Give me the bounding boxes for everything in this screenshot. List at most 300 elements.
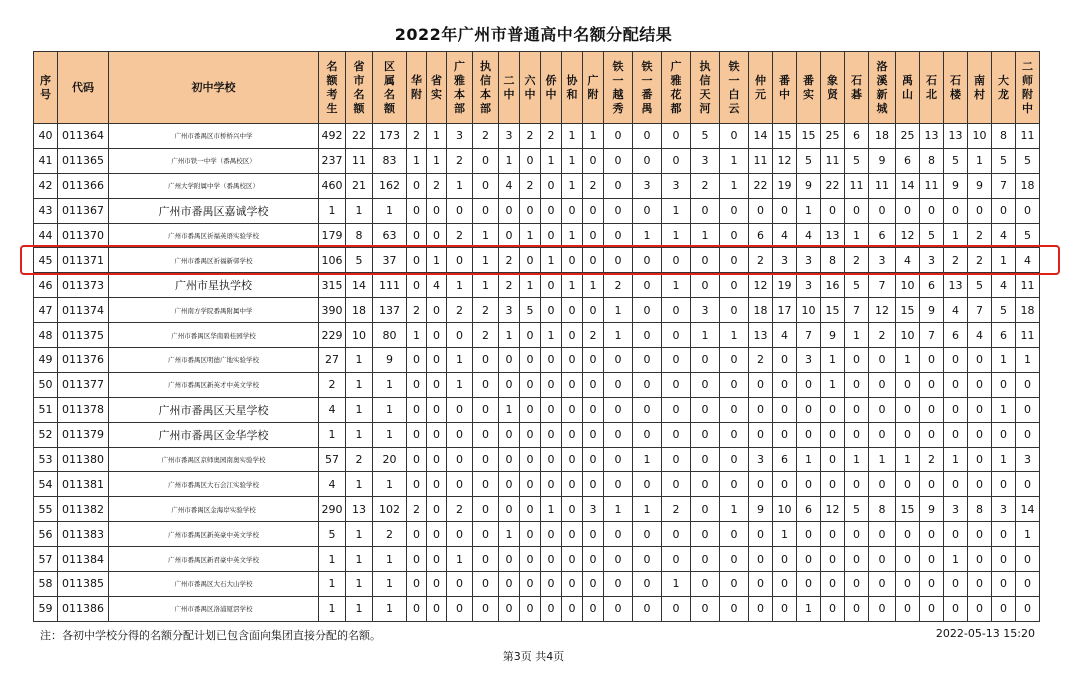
school-name: 广州市番禺区天星学校 <box>109 397 319 422</box>
header-row <box>34 52 1040 124</box>
quota-cell: 0 <box>920 472 944 497</box>
quota-cell: 0 <box>407 522 427 547</box>
school-name: 广州市番禺区嘉诚学校 <box>109 198 319 223</box>
quota-cell: 0 <box>992 372 1016 397</box>
row-seq: 58 <box>34 572 58 597</box>
quota-cell: 80 <box>373 323 407 348</box>
quota-cell: 0 <box>662 522 691 547</box>
quota-cell: 3 <box>499 124 520 149</box>
quota-cell: 1 <box>427 248 447 273</box>
quota-cell: 2 <box>447 148 473 173</box>
quota-cell: 7 <box>968 298 992 323</box>
quota-cell: 1 <box>662 273 691 298</box>
table-row <box>34 124 1040 149</box>
quota-cell: 0 <box>583 248 604 273</box>
quota-cell: 6 <box>749 223 773 248</box>
quota-cell: 0 <box>499 572 520 597</box>
quota-cell: 1 <box>319 547 346 572</box>
quota-cell: 1 <box>373 472 407 497</box>
quota-cell: 0 <box>633 572 662 597</box>
quota-cell: 1 <box>896 447 920 472</box>
quota-cell: 0 <box>720 223 749 248</box>
quota-cell: 1 <box>583 273 604 298</box>
quota-cell: 5 <box>346 248 373 273</box>
quota-cell: 0 <box>541 198 562 223</box>
quota-cell: 0 <box>583 198 604 223</box>
table-row <box>34 223 1040 248</box>
quota-cell: 1 <box>992 348 1016 373</box>
quota-cell: 0 <box>499 447 520 472</box>
quota-cell: 0 <box>473 572 499 597</box>
quota-cell: 0 <box>633 348 662 373</box>
quota-cell: 3 <box>797 348 821 373</box>
column-header: 六中 <box>520 52 541 124</box>
quota-cell: 8 <box>346 223 373 248</box>
quota-cell: 1 <box>845 223 869 248</box>
quota-cell: 8 <box>968 497 992 522</box>
table-row <box>34 472 1040 497</box>
quota-cell: 1 <box>845 447 869 472</box>
quota-cell: 10 <box>968 124 992 149</box>
column-header: 区属名额 <box>373 52 407 124</box>
row-seq: 57 <box>34 547 58 572</box>
quota-cell: 0 <box>869 422 896 447</box>
quota-cell: 0 <box>499 223 520 248</box>
quota-cell: 0 <box>520 572 541 597</box>
quota-cell: 0 <box>691 596 720 621</box>
quota-cell: 0 <box>720 248 749 273</box>
quota-cell: 3 <box>749 447 773 472</box>
quota-cell: 0 <box>720 572 749 597</box>
quota-cell: 2 <box>662 497 691 522</box>
quota-cell: 1 <box>604 323 633 348</box>
quota-cell: 2 <box>920 447 944 472</box>
quota-cell: 0 <box>473 397 499 422</box>
quota-cell: 2 <box>427 173 447 198</box>
quota-cell: 0 <box>473 497 499 522</box>
quota-cell: 2 <box>473 323 499 348</box>
quota-cell: 1 <box>1016 522 1040 547</box>
quota-cell: 0 <box>773 572 797 597</box>
quota-cell: 0 <box>583 522 604 547</box>
quota-cell: 11 <box>1016 323 1040 348</box>
quota-cell: 1 <box>562 173 583 198</box>
quota-cell: 3 <box>797 248 821 273</box>
quota-cell: 0 <box>583 148 604 173</box>
quota-cell: 1 <box>346 348 373 373</box>
quota-cell: 137 <box>373 298 407 323</box>
quota-cell: 0 <box>427 422 447 447</box>
quota-cell: 0 <box>821 472 845 497</box>
quota-cell: 0 <box>821 596 845 621</box>
quota-cell: 1 <box>319 596 346 621</box>
quota-cell: 2 <box>407 124 427 149</box>
quota-cell: 0 <box>473 472 499 497</box>
quota-cell: 9 <box>944 173 968 198</box>
quota-cell: 0 <box>896 372 920 397</box>
quota-cell: 4 <box>773 323 797 348</box>
quota-cell: 1 <box>1016 348 1040 373</box>
quota-cell: 1 <box>541 497 562 522</box>
quota-cell: 63 <box>373 223 407 248</box>
quota-cell: 0 <box>797 397 821 422</box>
quota-cell: 10 <box>346 323 373 348</box>
quota-cell: 5 <box>968 273 992 298</box>
quota-cell: 0 <box>720 547 749 572</box>
quota-cell: 0 <box>968 547 992 572</box>
table-row <box>34 422 1040 447</box>
quota-cell: 5 <box>845 273 869 298</box>
quota-cell: 3 <box>869 248 896 273</box>
quota-cell: 18 <box>869 124 896 149</box>
quota-cell: 0 <box>662 422 691 447</box>
quota-cell: 0 <box>562 472 583 497</box>
school-name: 广州市番禺区华南碧桂园学校 <box>109 323 319 348</box>
school-code: 011379 <box>58 422 109 447</box>
quota-cell: 0 <box>407 596 427 621</box>
quota-cell: 4 <box>992 223 1016 248</box>
column-header: 石楼 <box>944 52 968 124</box>
quota-cell: 0 <box>662 547 691 572</box>
quota-cell: 0 <box>427 596 447 621</box>
quota-cell: 2 <box>749 248 773 273</box>
quota-cell: 0 <box>499 372 520 397</box>
school-code: 011370 <box>58 223 109 248</box>
quota-cell: 1 <box>773 522 797 547</box>
quota-cell: 5 <box>520 298 541 323</box>
quota-cell: 0 <box>691 572 720 597</box>
quota-cell: 0 <box>583 422 604 447</box>
column-header: 铁一白云 <box>720 52 749 124</box>
table-row <box>34 372 1040 397</box>
quota-cell: 0 <box>773 472 797 497</box>
quota-cell: 0 <box>1016 596 1040 621</box>
quota-cell: 7 <box>920 323 944 348</box>
school-name: 广州市番禺区洛浦厦滘学校 <box>109 596 319 621</box>
quota-cell: 0 <box>845 472 869 497</box>
quota-cell: 0 <box>920 522 944 547</box>
quota-cell: 0 <box>520 522 541 547</box>
quota-cell: 0 <box>562 348 583 373</box>
quota-cell: 0 <box>427 472 447 497</box>
quota-cell: 6 <box>896 148 920 173</box>
quota-cell: 2 <box>447 497 473 522</box>
column-header: 协和 <box>562 52 583 124</box>
quota-cell: 0 <box>797 547 821 572</box>
quota-cell: 0 <box>720 422 749 447</box>
quota-cell: 0 <box>604 422 633 447</box>
quota-cell: 0 <box>562 323 583 348</box>
quota-cell: 0 <box>920 348 944 373</box>
quota-cell: 0 <box>541 596 562 621</box>
column-header: 执信本部 <box>473 52 499 124</box>
quota-cell: 1 <box>346 422 373 447</box>
quota-cell: 0 <box>691 372 720 397</box>
quota-cell: 0 <box>920 198 944 223</box>
quota-cell: 5 <box>944 148 968 173</box>
quota-cell: 0 <box>920 547 944 572</box>
school-code: 011366 <box>58 173 109 198</box>
school-code: 011367 <box>58 198 109 223</box>
quota-cell: 6 <box>920 273 944 298</box>
quota-cell: 8 <box>869 497 896 522</box>
quota-cell: 6 <box>845 124 869 149</box>
table-row <box>34 497 1040 522</box>
quota-cell: 0 <box>583 372 604 397</box>
quota-cell: 0 <box>633 198 662 223</box>
quota-cell: 0 <box>633 323 662 348</box>
quota-cell: 0 <box>427 348 447 373</box>
quota-cell: 11 <box>749 148 773 173</box>
quota-cell: 1 <box>447 372 473 397</box>
column-header: 代码 <box>58 52 109 124</box>
quota-cell: 1 <box>346 522 373 547</box>
quota-cell: 0 <box>821 547 845 572</box>
quota-cell: 1 <box>520 223 541 248</box>
quota-cell: 0 <box>407 173 427 198</box>
quota-cell: 0 <box>944 397 968 422</box>
quota-cell: 0 <box>944 198 968 223</box>
column-header: 执信天河 <box>691 52 720 124</box>
quota-cell: 460 <box>319 173 346 198</box>
quota-cell: 25 <box>896 124 920 149</box>
quota-cell: 0 <box>562 372 583 397</box>
quota-cell: 0 <box>896 596 920 621</box>
quota-cell: 1 <box>662 223 691 248</box>
page-number: 第3页 共4页 <box>502 650 565 663</box>
quota-cell: 0 <box>797 372 821 397</box>
column-header: 洛溪新城 <box>869 52 896 124</box>
quota-cell: 0 <box>562 422 583 447</box>
quota-cell: 14 <box>346 273 373 298</box>
quota-cell: 0 <box>562 198 583 223</box>
column-header: 铁一番禺 <box>633 52 662 124</box>
quota-cell: 0 <box>968 447 992 472</box>
quota-cell: 27 <box>319 348 346 373</box>
quota-cell: 0 <box>869 198 896 223</box>
row-seq: 48 <box>34 323 58 348</box>
column-header: 二师附中 <box>1016 52 1040 124</box>
quota-cell: 2 <box>845 248 869 273</box>
quota-cell: 0 <box>407 348 427 373</box>
quota-cell: 11 <box>845 173 869 198</box>
quota-cell: 0 <box>407 248 427 273</box>
quota-cell: 0 <box>604 472 633 497</box>
table-row <box>34 348 1040 373</box>
quota-cell: 4 <box>427 273 447 298</box>
quota-cell: 0 <box>944 596 968 621</box>
quota-cell: 1 <box>944 547 968 572</box>
quota-cell: 1 <box>845 323 869 348</box>
table-row <box>34 447 1040 472</box>
quota-cell: 0 <box>662 447 691 472</box>
quota-cell: 0 <box>968 522 992 547</box>
quota-cell: 0 <box>633 472 662 497</box>
quota-cell: 11 <box>346 148 373 173</box>
school-code: 011371 <box>58 248 109 273</box>
quota-cell: 18 <box>1016 173 1040 198</box>
quota-cell: 9 <box>968 173 992 198</box>
quota-cell: 106 <box>319 248 346 273</box>
quota-cell: 290 <box>319 497 346 522</box>
quota-cell: 1 <box>346 572 373 597</box>
quota-cell: 0 <box>541 298 562 323</box>
table-row <box>34 596 1040 621</box>
quota-cell: 162 <box>373 173 407 198</box>
quota-cell: 3 <box>944 497 968 522</box>
quota-cell: 0 <box>797 472 821 497</box>
quota-cell: 4 <box>797 223 821 248</box>
quota-cell: 0 <box>992 198 1016 223</box>
column-header: 石碁 <box>845 52 869 124</box>
quota-cell: 1 <box>797 447 821 472</box>
school-name: 广州大学附属中学（番禺校区） <box>109 173 319 198</box>
quota-cell: 0 <box>541 547 562 572</box>
quota-cell: 0 <box>1016 198 1040 223</box>
quota-cell: 1 <box>447 173 473 198</box>
quota-cell: 3 <box>583 497 604 522</box>
column-header: 侨中 <box>541 52 562 124</box>
quota-cell: 0 <box>992 572 1016 597</box>
table-row <box>34 148 1040 173</box>
school-code: 011365 <box>58 148 109 173</box>
quota-cell: 5 <box>845 148 869 173</box>
quota-cell: 1 <box>373 198 407 223</box>
quota-cell: 0 <box>896 397 920 422</box>
school-name: 广州市番禺区大石会江实验学校 <box>109 472 319 497</box>
quota-cell: 0 <box>662 397 691 422</box>
quota-cell: 0 <box>407 198 427 223</box>
quota-cell: 5 <box>845 497 869 522</box>
table-row <box>34 522 1040 547</box>
table-row <box>34 173 1040 198</box>
quota-cell: 1 <box>373 397 407 422</box>
quota-cell: 19 <box>773 273 797 298</box>
quota-cell: 0 <box>447 422 473 447</box>
quota-cell: 0 <box>749 596 773 621</box>
quota-cell: 1 <box>473 223 499 248</box>
quota-cell: 0 <box>473 173 499 198</box>
quota-cell: 3 <box>920 248 944 273</box>
quota-cell: 0 <box>920 372 944 397</box>
column-header: 番实 <box>797 52 821 124</box>
school-name: 广州市番禺区明德广地实验学校 <box>109 348 319 373</box>
row-seq: 52 <box>34 422 58 447</box>
quota-cell: 18 <box>1016 298 1040 323</box>
table-row <box>34 248 1040 273</box>
quota-cell: 57 <box>319 447 346 472</box>
quota-cell: 0 <box>821 522 845 547</box>
quota-cell: 0 <box>633 547 662 572</box>
quota-cell: 4 <box>896 248 920 273</box>
quota-cell: 2 <box>407 497 427 522</box>
quota-cell: 0 <box>604 572 633 597</box>
quota-cell: 4 <box>773 223 797 248</box>
quota-cell: 5 <box>319 522 346 547</box>
quota-cell: 2 <box>473 298 499 323</box>
quota-cell: 0 <box>797 572 821 597</box>
page-title: 2022年广州市普通高中名额分配结果 <box>394 25 673 44</box>
quota-cell: 0 <box>562 596 583 621</box>
quota-cell: 0 <box>541 273 562 298</box>
quota-cell: 0 <box>869 547 896 572</box>
table-row <box>34 572 1040 597</box>
quota-cell: 0 <box>520 372 541 397</box>
quota-cell: 229 <box>319 323 346 348</box>
quota-cell: 4 <box>944 298 968 323</box>
quota-cell: 1 <box>473 273 499 298</box>
quota-cell: 0 <box>968 198 992 223</box>
table-row <box>34 273 1040 298</box>
school-name: 广州市星执学校 <box>109 273 319 298</box>
school-code: 011383 <box>58 522 109 547</box>
quota-cell: 0 <box>1016 397 1040 422</box>
quota-cell: 1 <box>944 223 968 248</box>
column-header: 省实 <box>427 52 447 124</box>
quota-cell: 1 <box>499 522 520 547</box>
quota-cell: 13 <box>944 124 968 149</box>
quota-cell: 0 <box>662 472 691 497</box>
quota-cell: 4 <box>992 273 1016 298</box>
school-code: 011386 <box>58 596 109 621</box>
quota-cell: 1 <box>562 273 583 298</box>
row-seq: 50 <box>34 372 58 397</box>
quota-cell: 0 <box>520 472 541 497</box>
quota-cell: 6 <box>869 223 896 248</box>
quota-cell: 0 <box>1016 547 1040 572</box>
quota-cell: 0 <box>992 596 1016 621</box>
quota-cell: 1 <box>562 124 583 149</box>
table-row <box>34 323 1040 348</box>
quota-cell: 1 <box>319 198 346 223</box>
quota-cell: 11 <box>920 173 944 198</box>
quota-cell: 0 <box>541 447 562 472</box>
quota-cell: 20 <box>373 447 407 472</box>
quota-cell: 0 <box>845 572 869 597</box>
quota-cell: 0 <box>896 572 920 597</box>
quota-cell: 0 <box>869 397 896 422</box>
quota-cell: 8 <box>821 248 845 273</box>
quota-cell: 2 <box>346 447 373 472</box>
quota-cell: 0 <box>821 572 845 597</box>
quota-cell: 2 <box>520 124 541 149</box>
row-seq: 49 <box>34 348 58 373</box>
quota-cell: 0 <box>992 422 1016 447</box>
quota-cell: 315 <box>319 273 346 298</box>
timestamp: 2022-05-13 15:20 <box>935 627 1035 640</box>
quota-cell: 0 <box>604 596 633 621</box>
quota-cell: 7 <box>869 273 896 298</box>
quota-cell: 0 <box>633 298 662 323</box>
quota-cell: 1 <box>691 223 720 248</box>
quota-cell: 7 <box>797 323 821 348</box>
quota-cell: 1 <box>633 497 662 522</box>
quota-cell: 1 <box>499 397 520 422</box>
quota-cell: 0 <box>968 472 992 497</box>
quota-cell: 9 <box>869 148 896 173</box>
quota-cell: 0 <box>520 497 541 522</box>
quota-cell: 3 <box>691 148 720 173</box>
quota-cell: 2 <box>319 372 346 397</box>
quota-cell: 1 <box>604 298 633 323</box>
quota-cell: 0 <box>604 198 633 223</box>
row-seq: 55 <box>34 497 58 522</box>
table-row <box>34 298 1040 323</box>
quota-cell: 0 <box>896 422 920 447</box>
school-name: 广州南方学院番禺附属中学 <box>109 298 319 323</box>
quota-cell: 1 <box>797 198 821 223</box>
row-seq: 40 <box>34 124 58 149</box>
